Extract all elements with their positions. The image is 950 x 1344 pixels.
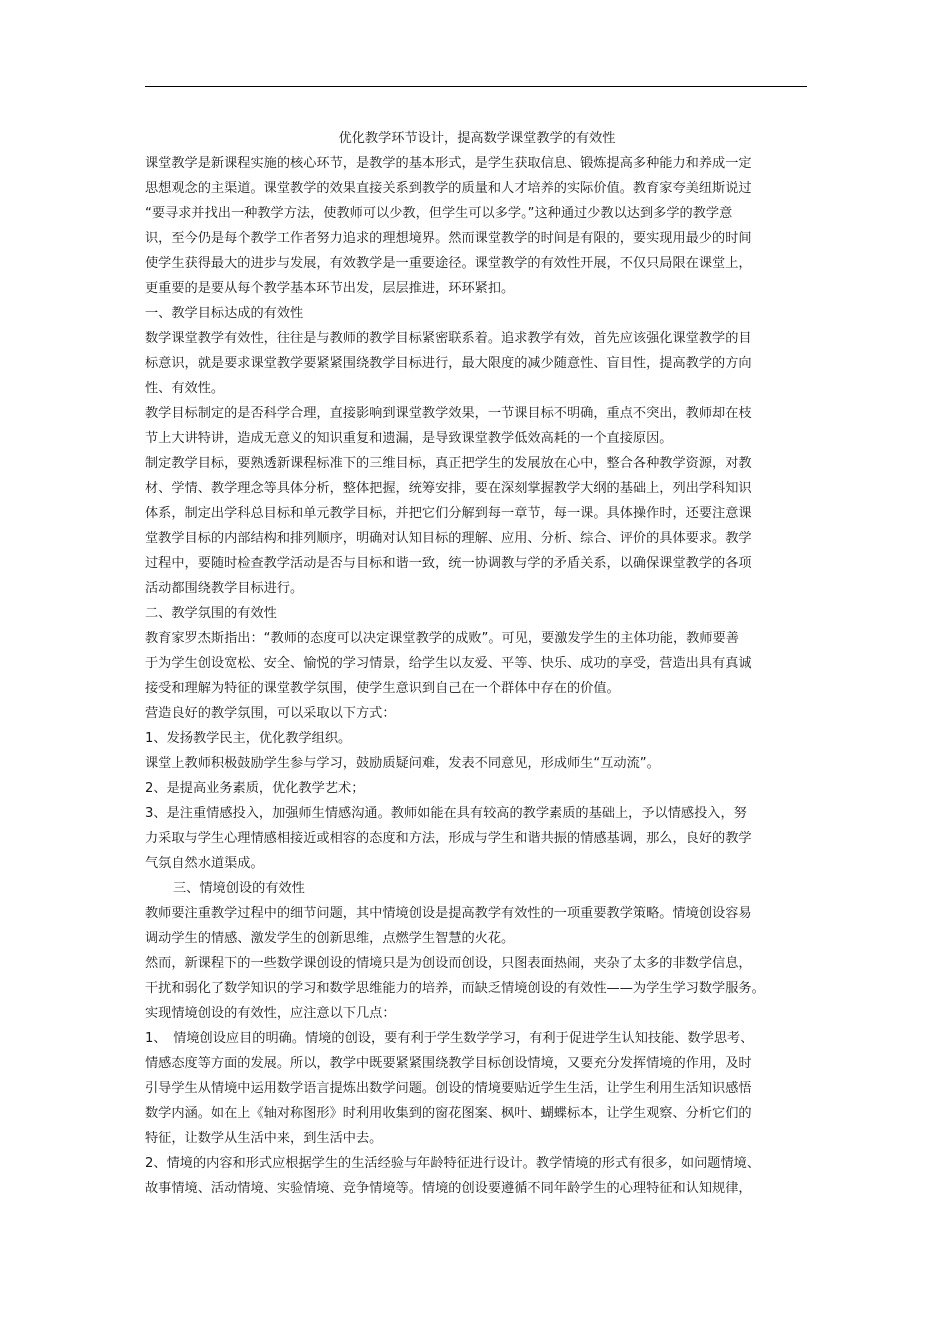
text-line: 实现情境创设的有效性，应注意以下几点： (145, 1006, 396, 1021)
text-line: 干扰和弱化了数学知识的学习和数学思维能力的培养，而缺乏情境创设的有效性——为学生学习数学服务。 (145, 981, 765, 996)
text-line: 过程中，要随时检查教学活动是否与目标和谐一致，统一协调教与学的矛盾关系，以确保课堂教学的各项 (145, 556, 752, 571)
text-line: 1、 情境创设应目的明确。情境的创设，要有利于学生数学学习，有利于促进学生认知技能、数学思考、 (145, 1031, 754, 1046)
text-line: 教学目标制定的是否科学合理，直接影响到课堂教学效果，一节课目标不明确，重点不突出，教师却在枝 (145, 406, 752, 421)
text-line: 体系，制定出学科总目标和单元教学目标，并把它们分解到每一章节，每一课。具体操作时，还要注意课 (145, 506, 752, 521)
text-line: 2、是提高业务素质，优化教学艺术； (145, 781, 365, 796)
text-line: 力采取与学生心理情感相接近或相容的态度和方法，形成与学生和谐共振的情感基调，那么，良好的教学 (145, 831, 752, 846)
text-line: 接受和理解为特征的课堂教学氛围，使学生意识到自己在一个群体中存在的价值。 (145, 681, 620, 696)
document-body (145, 126, 809, 1201)
text-line: 堂教学目标的内部结构和排列顺序，明确对认知目标的理解、应用、分析、综合、评价的具体要求。教学 (145, 531, 752, 546)
text-line: 然而，新课程下的一些数学课创设的情境只是为创设而创设，只图表面热闹，夹杂了太多的非数学信息， (145, 956, 752, 971)
text-line: 三、情境创设的有效性 (173, 881, 305, 896)
text-line: 教育家罗杰斯指出：“教师的态度可以决定课堂教学的成败”。可见，要激发学生的主体功能，教师要善 (145, 631, 739, 646)
text-line: 制定教学目标，要熟透新课程标准下的三维目标，真正把学生的发展放在心中，整合各种教学资源，对教 (145, 456, 752, 471)
text-line: 情感态度等方面的发展。所以，教学中既要紧紧围绕教学目标创设情境，又要充分发挥情境的作用，及时 (145, 1056, 752, 1071)
text-line: 二、教学氛围的有效性 (145, 606, 277, 621)
text-line: 引导学生从情境中运用数学语言提炼出数学问题。创设的情境要贴近学生生活，让学生利用生活知识感悟 (145, 1081, 752, 1096)
text-line: 3、是注重情感投入，加强师生情感沟通。教师如能在具有较高的教学素质的基础上，予以情感投入，努 (145, 806, 747, 821)
text-line: 节上大讲特讲，造成无意义的知识重复和遗漏，是导致课堂教学低效高耗的一个直接原因。 (145, 431, 673, 446)
text-line: 材、学情、教学理念等具体分析，整体把握，统筹安排，要在深刻掌握教学大纲的基础上，列出学科知识 (145, 481, 752, 496)
text-line: 思想观念的主渠道。课堂教学的效果直接关系到教学的质量和人才培养的实际价值。教育家夸美纽斯说过 (145, 181, 752, 196)
text-line: 1、发扬教学民主，优化教学组织。 (145, 731, 352, 746)
text-line: 标意识，就是要求课堂教学要紧紧围绕教学目标进行，最大限度的减少随意性、盲目性，提高教学的方向 (145, 356, 752, 371)
text-line: 使学生获得最大的进步与发展，有效教学是一重要途径。课堂教学的有效性开展，不仅只局限在课堂上， (145, 256, 752, 271)
text-line: “要寻求并找出一种教学方法，使教师可以少教，但学生可以多学。”这种通过少教以达到多学的教学意 (145, 206, 733, 221)
text-line: 一、教学目标达成的有效性 (145, 306, 304, 321)
text-line: 于为学生创设宽松、安全、愉悦的学习情景，给学生以友爱、平等、快乐、成功的享受，营造出具有真诚 (145, 656, 752, 671)
document-title: 优化教学环节设计，提高数学课堂教学的有效性 (338, 131, 616, 146)
header-rule (145, 86, 807, 87)
text-line: 教师要注重教学过程中的细节问题，其中情境创设是提高教学有效性的一项重要教学策略。情境创设容易 (145, 906, 752, 921)
paragraph-lines (145, 151, 809, 1201)
text-line: 故事情境、活动情境、实验情境、竞争情境等。情境的创设要遵循不同年龄学生的心理特征和认知规律， (145, 1181, 752, 1196)
text-line: 更重要的是要从每个教学基本环节出发，层层推进，环环紧扣。 (145, 281, 515, 296)
text-line: 2、情境的内容和形式应根据学生的生活经验与年龄特征进行设计。教学情境的形式有很多，如问题情境、 (145, 1156, 761, 1171)
text-line: 性、有效性。 (145, 381, 225, 396)
text-line: 课堂上教师积极鼓励学生参与学习，鼓励质疑问难，发表不同意见，形成师生“互动流”。 (145, 756, 660, 771)
text-line: 调动学生的情感、激发学生的创新思维，点燃学生智慧的火花。 (145, 931, 515, 946)
text-line: 营造良好的教学氛围，可以采取以下方式： (145, 706, 396, 721)
text-line: 数学课堂教学有效性，往往是与教师的教学目标紧密联系着。追求教学有效，首先应该强化课堂教学的目 (145, 331, 752, 346)
text-line: 数学内涵。如在上《轴对称图形》时利用收集到的窗花图案、枫叶、蝴蝶标本，让学生观察、分析它们的 (145, 1106, 752, 1121)
text-line: 特征，让数学从生活中来，到生活中去。 (145, 1131, 383, 1146)
text-line: 课堂教学是新课程实施的核心环节，是教学的基本形式，是学生获取信息、锻炼提高多种能力和养成一定 (145, 156, 752, 171)
text-line: 气氛自然水道渠成。 (145, 856, 264, 871)
text-line: 活动都围绕教学目标进行。 (145, 581, 304, 596)
text-line: 识，至今仍是每个教学工作者努力追求的理想境界。然而课堂教学的时间是有限的，要实现用最少的时间 (145, 231, 752, 246)
